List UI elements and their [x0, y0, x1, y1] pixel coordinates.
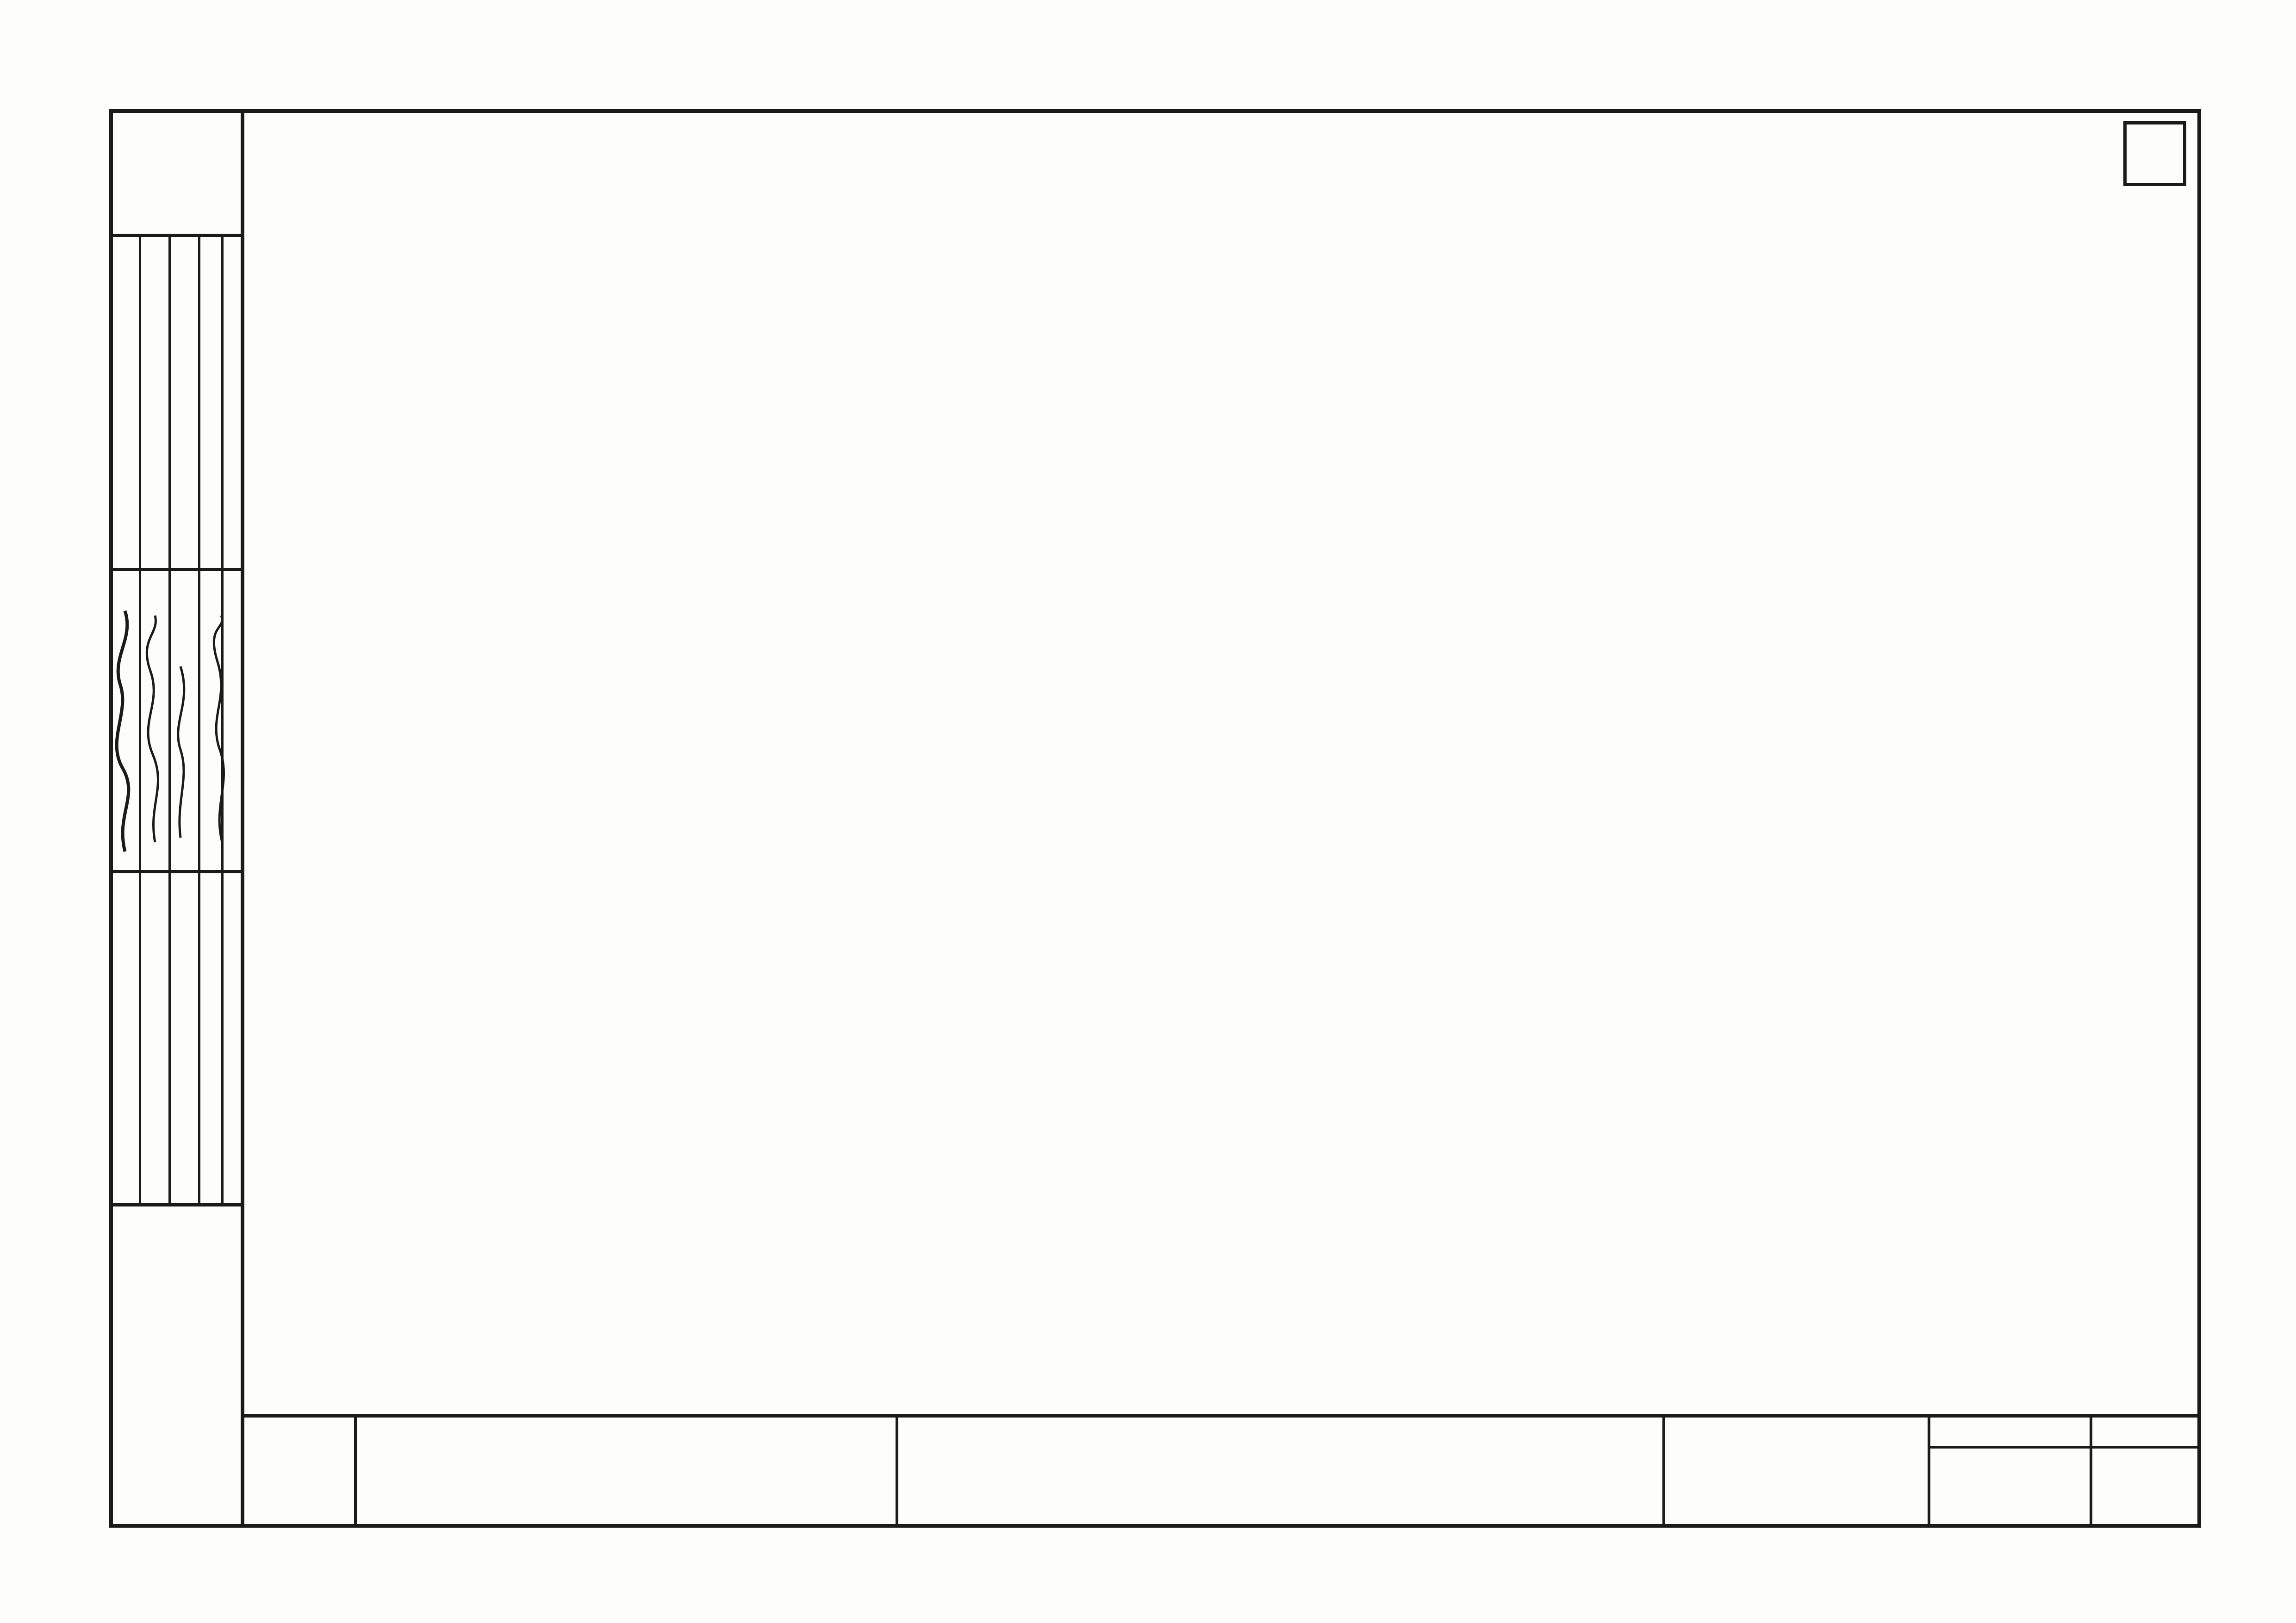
drawing-frame	[109, 109, 2201, 1528]
stamp-column-border	[241, 109, 244, 1528]
title-block-divider-doc	[1662, 1414, 1665, 1528]
title-block-album-label-line	[1928, 1446, 2201, 1449]
title-block-divider-album	[2090, 1414, 2092, 1528]
title-block-divider-year	[354, 1414, 357, 1528]
stamp-divider-3	[109, 1203, 244, 1206]
stamp-top-divider	[109, 234, 244, 237]
signatures-icon	[111, 602, 241, 861]
title-block-divider-object	[896, 1414, 898, 1528]
stamp-divider-1	[109, 568, 244, 571]
stamp-divider-2	[109, 870, 244, 873]
title-block-top-border	[244, 1414, 2201, 1418]
title-block-divider-projects	[1928, 1414, 1930, 1528]
page-number-box	[2123, 121, 2186, 186]
